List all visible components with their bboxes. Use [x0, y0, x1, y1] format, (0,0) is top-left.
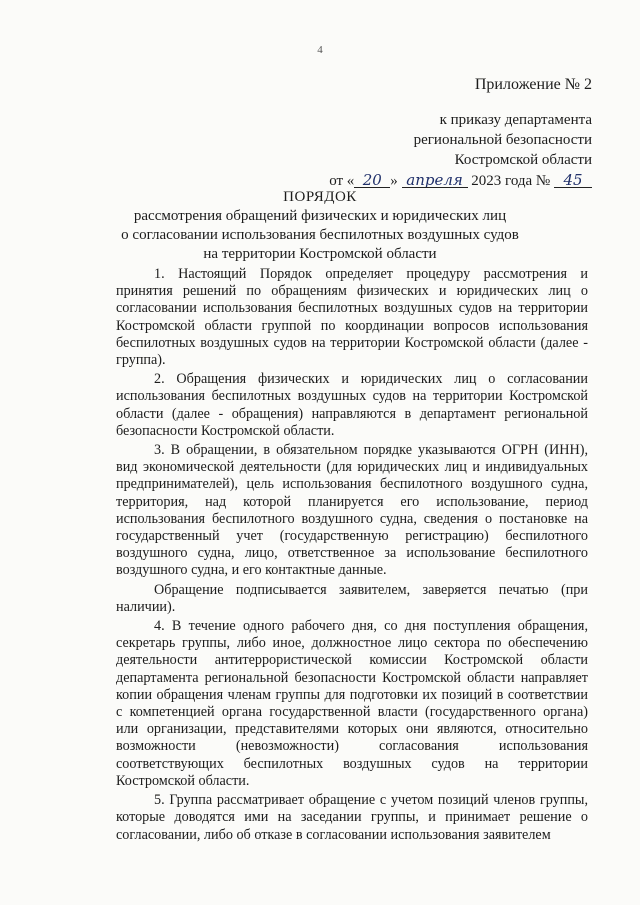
date-prefix: от « [329, 173, 355, 189]
handwritten-month: апреля [402, 170, 468, 190]
title-line: на территории Костромской области [203, 246, 437, 262]
paragraph: 1. Настоящий Порядок определяет процедуру рассмотрения и принятия решений по обращениям физических и юридических лиц о согласовании использования беспилотных воздушных судов на территории Костромской области группой по координации вопросов использования беспилотных воздушных судов на территории Костромской области (далее - группа). [116, 266, 588, 369]
paragraph: Обращение подписывается заявителем, заверяется печатью (при наличии). [116, 581, 588, 615]
paragraph: 5. Группа рассматривает обращение с учетом позиций членов группы, которые доводятся ими на заседании группы, и принимает решение о согласовании, либо об отказе в согласовании использования заявителем [116, 792, 588, 843]
paragraph: 4. В течение одного рабочего дня, со дня поступления обращения, секретарь группы, либо иное, должностное лицо сектора по обеспечению деятельности антитеррористической комиссии Костромской области департамента региональной безопасности Костромской области направляет копии обращения членам группы для подготовки их позиций в соответствии с компетенцией органа государственной власти (государственного органа) или организации, представителями которых они являются, относительно возможности (невозможности) согласования использования соответствующих беспилотных воздушных судов на территории Костромской области. [116, 618, 588, 789]
title-heading: ПОРЯДОК [283, 189, 357, 205]
title-line: о согласовании использования беспилотных воздушных судов [121, 227, 519, 243]
document-body [116, 266, 588, 846]
date-mid: » [390, 173, 398, 189]
order-ref-line: Костромской области [454, 152, 592, 168]
title-line: рассмотрения обращений физических и юридических лиц [133, 208, 507, 224]
order-ref-line: к приказу департамента [439, 112, 592, 128]
paragraph: 3. В обращении, в обязательном порядке указываются ОГРН (ИНН), вид экономической деятельности (для юридических лиц и индивидуальных предпринимателей), цель использования беспилотного воздушного судна, территория, над которой планируется его использование, период использования беспилотного воздушного судна, сведения о постановке на государственный учет (государственную регистрацию) беспилотного воздушного судна, лицо, ответственное за использование беспилотного воздушного судна, и его контактные данные. [116, 442, 588, 579]
handwritten-day: 20 [354, 170, 390, 190]
order-reference [329, 110, 592, 191]
document-title [0, 188, 640, 264]
page-number: 4 [317, 44, 323, 56]
order-ref-line: региональной безопасности [413, 132, 592, 148]
date-year: 2023 года № [471, 173, 551, 189]
appendix-label: Приложение № 2 [474, 76, 592, 93]
paragraph: 2. Обращения физических и юридических лиц о согласовании использования беспилотных воздушных судов на территории Костромской области (далее - обращения) направляются в департамент региональной безопасности Костромской области. [116, 371, 588, 439]
handwritten-order-number: 45 [554, 170, 592, 190]
